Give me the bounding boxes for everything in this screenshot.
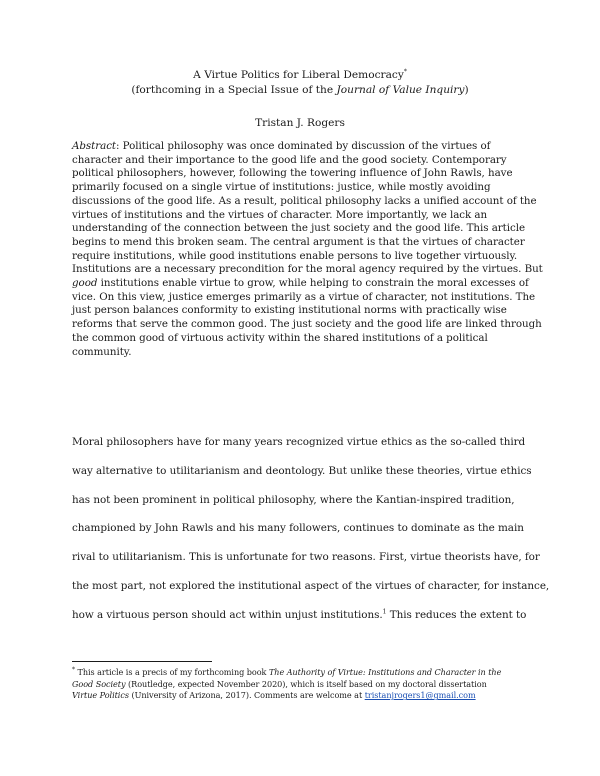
body-line: Moral philosophers have for many years recognized virtue ethics as the so-called third — [72, 436, 526, 448]
abstract-label: Abstract — [72, 140, 117, 152]
body-line: the most part, not explored the institutional aspect of the virtues of character, for instance, — [72, 579, 550, 592]
footnote-line — [72, 690, 542, 702]
title-block — [0, 68, 600, 98]
body-line: way alternative to utilitarianism and deontology. But unlike these theories, virtue ethics — [72, 464, 532, 477]
footnote-text: This article is a precis of my forthcoming book — [77, 667, 269, 677]
abstract-line: primarily focused on a single virtue of institutions: justice, while mostly avoiding — [72, 181, 491, 194]
abstract-line: just person balances conformity to existing institutional norms with practically wise — [72, 304, 507, 317]
body-paragraph — [72, 428, 550, 630]
footnote-ref[interactable]: 1 — [382, 608, 387, 616]
book-title: The Authority of Virtue: Institutions and Character in the — [268, 667, 502, 677]
footnote-line — [72, 667, 542, 679]
footnote-divider — [72, 661, 212, 662]
abstract-line: begins to mend this broken seam. The central argument is that the virtues of character — [72, 235, 525, 248]
dissertation-title: Virtue Politics — [72, 690, 129, 701]
body-text: how a virtuous person should act within unjust institutions. — [72, 608, 383, 621]
footnote — [72, 667, 542, 702]
abstract — [72, 140, 543, 359]
abstract-line: community. — [72, 345, 132, 358]
abstract-line — [72, 277, 534, 291]
paper-title-text: A Virtue Politics for Liberal Democracy — [193, 69, 404, 81]
paper-subtitle — [0, 83, 600, 98]
abstract-line: understanding of the connection between the just society and the good life. This article — [72, 222, 525, 235]
abstract-line: reforms that serve the common good. The just society and the good life are linked through — [72, 318, 542, 331]
body-line: has not been prominent in political philosophy, where the Kantian-inspired tradition, — [72, 493, 515, 506]
title-footnote-mark: * — [403, 68, 407, 76]
abstract-line: character and their importance to the good life and the good society. Contemporary — [72, 153, 507, 166]
body-line — [72, 601, 542, 630]
abstract-line: the common good of virtuous activity within the shared institutions of a political — [72, 331, 488, 344]
subtitle-prefix: (forthcoming in a Special Issue of the — [131, 84, 337, 96]
abstract-line: Institutions are a necessary precondition for the moral agency required by the virtues. But — [72, 263, 543, 276]
abstract-text: institutions enable virtue to grow, while helping to constrain the moral excesses of — [100, 277, 529, 290]
abstract-line: virtues of institutions and the virtues of character. More importantly, we lack an — [72, 208, 488, 221]
abstract-line — [72, 140, 534, 154]
body-text: This reduces the extent to — [389, 608, 527, 621]
abstract-line: vice. On this view, justice emerges primarily as a virtue of character, not institutions. The — [72, 290, 536, 303]
journal-name: Journal of Value Inquiry — [336, 84, 465, 96]
footnote-line — [72, 679, 542, 691]
body-line: championed by John Rawls and his many followers, continues to dominate as the main — [72, 522, 524, 535]
footnote-mark: * — [72, 666, 75, 674]
abstract-line: discussions of the good life. As a result, political philosophy lacks a unified account of the — [72, 194, 537, 207]
body-line: rival to utilitarianism. This is unfortunate for two reasons. First, virtue theorists have, for — [72, 551, 540, 564]
abstract-text: : Political philosophy was once dominated by discussion of the virtues of — [116, 140, 491, 152]
footnote-text: (University of Arizona, 2017). Comments are welcome at — [128, 690, 365, 701]
paper-title — [0, 68, 600, 83]
abstract-line: political philosophers, however, following the towering influence of John Rawls, have — [72, 167, 513, 180]
footnote-text: (Routledge, expected November 2020), which is itself based on my doctoral dissertation — [125, 678, 487, 689]
author-name: Tristan J. Rogers — [255, 117, 345, 129]
book-title-cont: Good Society — [72, 678, 126, 689]
abstract-line: require institutions, while good institutions enable persons to live together virtuously. — [72, 249, 518, 262]
subtitle-suffix: ) — [464, 84, 469, 96]
emphasis-good: good — [72, 277, 98, 290]
email-link[interactable]: tristanjrogers1@gmail.com — [364, 690, 476, 701]
